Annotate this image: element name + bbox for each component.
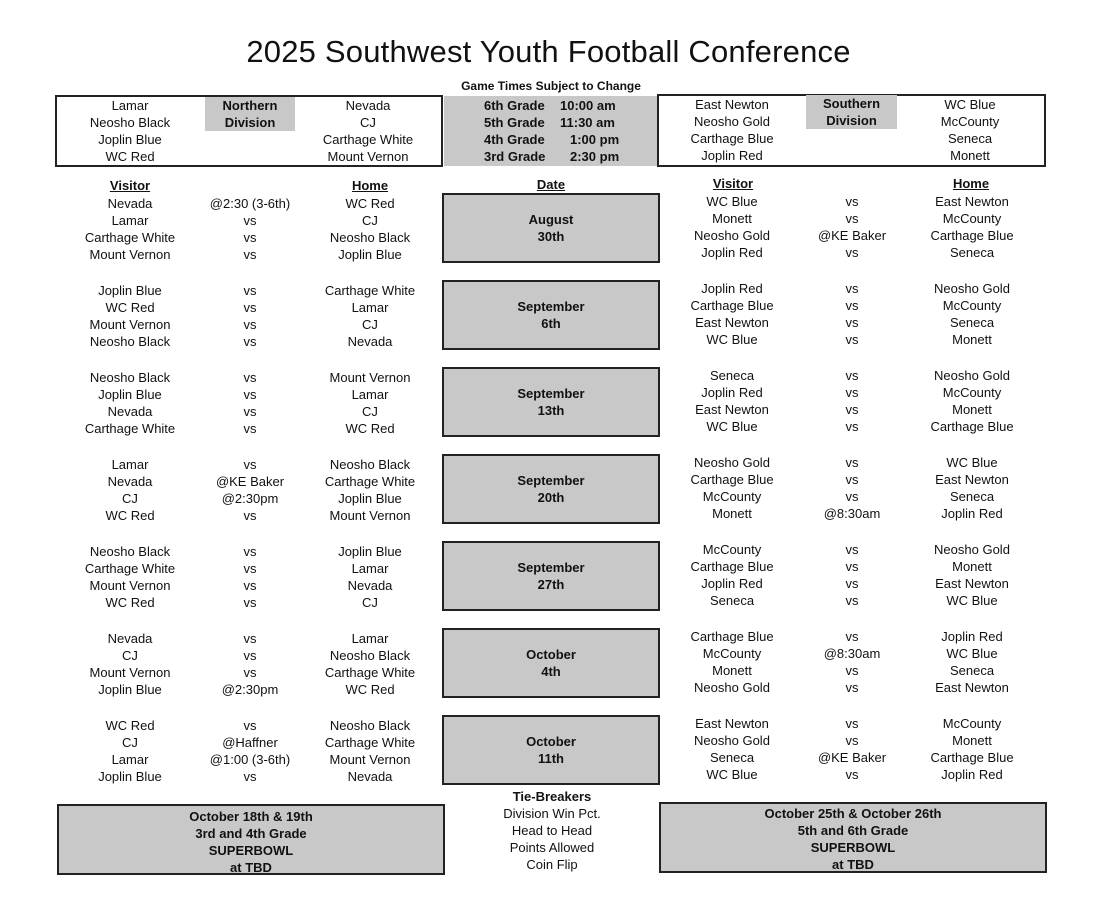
team-name: Neosho Gold xyxy=(934,542,1010,557)
match-venue: @8:30am xyxy=(823,506,881,521)
south-mid-col xyxy=(792,715,912,783)
team-name: Carthage Blue xyxy=(690,131,774,146)
team-name: WC Red xyxy=(105,595,155,610)
team-name: Neosho Black xyxy=(89,544,171,559)
team-name: East Newton xyxy=(935,576,1009,591)
team-name: WC Blue xyxy=(706,419,758,434)
team-name: Mount Vernon xyxy=(329,752,411,767)
match-venue: vs xyxy=(845,593,859,608)
match-venue: vs xyxy=(243,247,257,262)
match-venue: vs xyxy=(845,245,859,260)
team-name: Lamar xyxy=(111,752,149,767)
match-venue: vs xyxy=(243,370,257,385)
match-venue: vs xyxy=(243,631,257,646)
match-venue: vs xyxy=(243,387,257,402)
game-times-note: Game Times Subject to Change xyxy=(461,79,641,93)
team-name: Joplin Blue xyxy=(98,682,162,697)
south-home-col xyxy=(902,280,1042,348)
team-name: Lamar xyxy=(111,98,149,113)
match-venue: vs xyxy=(845,472,859,487)
north-home-col xyxy=(300,456,440,524)
north-visitor-col xyxy=(62,717,198,785)
northern-right-teams xyxy=(300,97,436,165)
tie-breaker-item: Head to Head xyxy=(511,823,593,838)
team-name: WC Blue xyxy=(706,194,758,209)
week-date-box xyxy=(442,280,660,350)
match-venue: vs xyxy=(243,718,257,733)
team-name: WC Blue xyxy=(946,455,998,470)
tie-breaker-item: Division Win Pct. xyxy=(503,806,601,821)
team-name: Seneca xyxy=(949,489,995,504)
team-name: Carthage White xyxy=(324,735,416,750)
team-name: Seneca xyxy=(949,245,995,260)
south-visitor-col xyxy=(664,628,800,696)
match-venue: vs xyxy=(243,595,257,610)
team-name: Joplin Blue xyxy=(98,387,162,402)
southern-division-label: Southern Division xyxy=(806,95,897,129)
team-name: Seneca xyxy=(709,593,755,608)
match-venue: vs xyxy=(845,368,859,383)
team-name: Carthage White xyxy=(324,283,416,298)
south-mid-col xyxy=(792,280,912,348)
north-visitor-col xyxy=(62,195,198,263)
match-venue: vs xyxy=(845,559,859,574)
match-venue: @1:00 (3-6th) xyxy=(209,752,291,767)
team-name: Neosho Black xyxy=(89,334,171,349)
south-home-col xyxy=(902,541,1042,609)
team-name: Carthage White xyxy=(84,230,176,245)
north-mid-col xyxy=(190,456,310,524)
south-mid-col xyxy=(792,541,912,609)
team-name: Lamar xyxy=(351,300,389,315)
date-month: September xyxy=(517,299,585,314)
date-month: September xyxy=(517,473,585,488)
north-mid-col xyxy=(190,282,310,350)
team-name: CJ xyxy=(362,595,378,610)
south-home-col xyxy=(902,715,1042,783)
team-name: McCounty xyxy=(702,542,762,557)
team-name: WC Blue xyxy=(946,646,998,661)
match-venue: @2:30 (3-6th) xyxy=(209,196,291,211)
match-venue: vs xyxy=(243,213,257,228)
match-venue: vs xyxy=(243,648,257,663)
south-mid-col xyxy=(792,454,912,522)
team-name: Neosho Gold xyxy=(934,281,1010,296)
left-home-header: Home xyxy=(351,178,389,193)
north-home-col xyxy=(300,543,440,611)
date-month: September xyxy=(517,560,585,575)
match-venue: vs xyxy=(243,578,257,593)
team-name: WC Red xyxy=(345,196,395,211)
match-venue: vs xyxy=(845,542,859,557)
team-name: Neosho Gold xyxy=(694,733,770,748)
north-home-col xyxy=(300,717,440,785)
team-name: CJ xyxy=(362,213,378,228)
match-venue: vs xyxy=(243,421,257,436)
tie-breakers xyxy=(460,788,644,873)
tie-breaker-item: Coin Flip xyxy=(526,857,578,872)
team-name: CJ xyxy=(362,404,378,419)
match-venue: vs xyxy=(845,489,859,504)
match-venue: vs xyxy=(845,419,859,434)
team-name: Seneca xyxy=(709,368,755,383)
team-name: Mount Vernon xyxy=(329,508,411,523)
match-venue: vs xyxy=(845,281,859,296)
team-name: East Newton xyxy=(935,194,1009,209)
team-name: Seneca xyxy=(949,663,995,678)
game-time-row: 3rd Grade 2:30 pm xyxy=(484,149,620,164)
north-visitor-col xyxy=(62,282,198,350)
team-name: Carthage White xyxy=(84,561,176,576)
team-name: Joplin Red xyxy=(701,576,763,591)
match-venue: vs xyxy=(243,561,257,576)
team-name: Neosho Gold xyxy=(694,680,770,695)
match-venue: vs xyxy=(243,230,257,245)
team-name: Monett xyxy=(712,663,752,678)
team-name: Carthage White xyxy=(322,132,414,147)
team-name: Joplin Red xyxy=(701,148,763,163)
north-visitor-col xyxy=(62,369,198,437)
team-name: Lamar xyxy=(111,457,149,472)
date-month: September xyxy=(517,386,585,401)
team-name: Nevada xyxy=(107,631,153,646)
team-name: CJ xyxy=(122,648,138,663)
south-visitor-col xyxy=(664,715,800,783)
southern-left-teams xyxy=(664,96,800,164)
date-month: August xyxy=(528,212,574,227)
team-name: Carthage White xyxy=(324,665,416,680)
match-venue: vs xyxy=(243,404,257,419)
team-name: Mount Vernon xyxy=(89,578,171,593)
week-date-box xyxy=(442,628,660,698)
north-mid-col xyxy=(190,717,310,785)
date-day: 11th xyxy=(537,751,564,766)
team-name: McCounty xyxy=(702,489,762,504)
date-day: 13th xyxy=(537,403,565,418)
team-name: Nevada xyxy=(345,98,391,113)
team-name: WC Red xyxy=(345,421,395,436)
tie-breaker-item: Points Allowed xyxy=(509,840,595,855)
match-venue: vs xyxy=(243,544,257,559)
tie-breakers-title: Tie-Breakers xyxy=(512,789,592,804)
team-name: Joplin Blue xyxy=(338,491,402,506)
date-month: October xyxy=(526,734,576,749)
team-name: CJ xyxy=(122,491,138,506)
team-name: Lamar xyxy=(351,631,389,646)
north-home-col xyxy=(300,195,440,263)
date-month: October xyxy=(526,647,576,662)
team-name: Joplin Blue xyxy=(338,544,402,559)
team-name: Seneca xyxy=(709,750,755,765)
game-times-panel xyxy=(444,96,657,166)
team-name: Neosho Gold xyxy=(934,368,1010,383)
team-name: CJ xyxy=(122,735,138,750)
team-name: Neosho Gold xyxy=(694,455,770,470)
team-name: East Newton xyxy=(695,97,769,112)
team-name: Carthage White xyxy=(84,421,176,436)
week-date-box xyxy=(442,193,660,263)
south-home-col xyxy=(902,193,1042,261)
team-name: McCounty xyxy=(942,385,1002,400)
team-name: East Newton xyxy=(695,402,769,417)
team-name: Nevada xyxy=(107,196,153,211)
game-time-row: 5th Grade 11:30 am xyxy=(484,115,615,130)
team-name: Carthage Blue xyxy=(930,419,1014,434)
match-venue: vs xyxy=(243,317,257,332)
team-name: Nevada xyxy=(347,578,393,593)
south-visitor-col xyxy=(664,541,800,609)
team-name: Mount Vernon xyxy=(89,317,171,332)
team-name: Joplin Red xyxy=(701,281,763,296)
team-name: Mount Vernon xyxy=(89,247,171,262)
north-mid-col xyxy=(190,195,310,263)
week-date-box xyxy=(442,367,660,437)
south-visitor-col xyxy=(664,454,800,522)
match-venue: @KE Baker xyxy=(817,750,887,765)
match-venue: vs xyxy=(243,457,257,472)
team-name: WC Red xyxy=(105,508,155,523)
team-name: Lamar xyxy=(111,213,149,228)
team-name: Carthage Blue xyxy=(930,750,1014,765)
team-name: McCounty xyxy=(942,716,1002,731)
match-venue: vs xyxy=(845,298,859,313)
team-name: Nevada xyxy=(347,769,393,784)
match-venue: vs xyxy=(845,733,859,748)
team-name: Neosho Gold xyxy=(694,114,770,129)
south-visitor-col xyxy=(664,367,800,435)
team-name: Monett xyxy=(952,332,992,347)
team-name: WC Blue xyxy=(944,97,996,112)
team-name: Monett xyxy=(952,559,992,574)
northern-division-label: Northern Division xyxy=(205,97,295,131)
team-name: East Newton xyxy=(695,716,769,731)
south-mid-col xyxy=(792,193,912,261)
game-time-row: 6th Grade 10:00 am xyxy=(484,98,616,113)
team-name: Joplin Blue xyxy=(98,769,162,784)
match-venue: vs xyxy=(243,283,257,298)
match-venue: vs xyxy=(845,455,859,470)
south-mid-col xyxy=(792,628,912,696)
match-venue: vs xyxy=(845,629,859,644)
team-name: Seneca xyxy=(949,315,995,330)
team-name: Joplin Blue xyxy=(98,283,162,298)
right-visitor-header: Visitor xyxy=(712,176,754,191)
page-title: 2025 Southwest Youth Football Conference xyxy=(246,34,851,69)
team-name: Neosho Black xyxy=(329,230,411,245)
team-name: Mount Vernon xyxy=(327,149,409,164)
team-name: Joplin Blue xyxy=(338,247,402,262)
team-name: Monett xyxy=(712,506,752,521)
team-name: Carthage Blue xyxy=(930,228,1014,243)
match-venue: vs xyxy=(845,767,859,782)
superbowl-3rd-4th-box: October 18th & 19th 3rd and 4th Grade SUPERBOWL at TBD xyxy=(57,804,445,875)
match-venue: @8:30am xyxy=(823,646,881,661)
team-name: East Newton xyxy=(935,472,1009,487)
team-name: Joplin Red xyxy=(941,629,1003,644)
match-venue: vs xyxy=(845,576,859,591)
south-visitor-col xyxy=(664,193,800,261)
week-date-box xyxy=(442,454,660,524)
team-name: CJ xyxy=(362,317,378,332)
south-home-col xyxy=(902,367,1042,435)
match-venue: @2:30pm xyxy=(221,682,279,697)
south-home-col xyxy=(902,628,1042,696)
north-mid-col xyxy=(190,543,310,611)
team-name: Carthage Blue xyxy=(690,298,774,313)
match-venue: @KE Baker xyxy=(817,228,887,243)
match-venue: vs xyxy=(243,300,257,315)
north-mid-col xyxy=(190,369,310,437)
team-name: McCounty xyxy=(702,646,762,661)
match-venue: vs xyxy=(845,402,859,417)
date-day: 20th xyxy=(537,490,565,505)
team-name: Monett xyxy=(952,402,992,417)
right-home-header: Home xyxy=(952,176,990,191)
south-visitor-col xyxy=(664,280,800,348)
south-mid-col xyxy=(792,367,912,435)
team-name: Seneca xyxy=(947,131,993,146)
team-name: Carthage Blue xyxy=(690,629,774,644)
north-visitor-col xyxy=(62,543,198,611)
southern-right-teams xyxy=(902,96,1038,164)
north-home-col xyxy=(300,369,440,437)
match-venue: @2:30pm xyxy=(221,491,279,506)
team-name: Carthage White xyxy=(324,474,416,489)
team-name: Joplin Red xyxy=(701,385,763,400)
match-venue: vs xyxy=(845,716,859,731)
team-name: WC Blue xyxy=(946,593,998,608)
north-visitor-col xyxy=(62,630,198,698)
team-name: East Newton xyxy=(695,315,769,330)
north-mid-col xyxy=(190,630,310,698)
team-name: Joplin Red xyxy=(941,767,1003,782)
team-name: McCounty xyxy=(942,211,1002,226)
team-name: Nevada xyxy=(107,474,153,489)
team-name: Joplin Red xyxy=(701,245,763,260)
team-name: Carthage Blue xyxy=(690,559,774,574)
match-venue: vs xyxy=(243,665,257,680)
team-name: WC Red xyxy=(105,300,155,315)
date-day: 30th xyxy=(537,229,565,244)
team-name: WC Blue xyxy=(706,332,758,347)
game-time-row: 4th Grade 1:00 pm xyxy=(484,132,620,147)
team-name: Neosho Black xyxy=(329,648,411,663)
team-name: Lamar xyxy=(351,387,389,402)
south-home-col xyxy=(902,454,1042,522)
team-name: Monett xyxy=(952,733,992,748)
team-name: Neosho Black xyxy=(89,370,171,385)
match-venue: vs xyxy=(845,194,859,209)
team-name: WC Red xyxy=(105,149,155,164)
team-name: Joplin Blue xyxy=(98,132,162,147)
team-name: Neosho Black xyxy=(89,115,171,130)
match-venue: @KE Baker xyxy=(215,474,285,489)
date-day: 6th xyxy=(541,316,561,331)
match-venue: vs xyxy=(845,680,859,695)
team-name: McCounty xyxy=(940,114,1000,129)
week-date-box xyxy=(442,715,660,785)
team-name: Mount Vernon xyxy=(89,665,171,680)
match-venue: vs xyxy=(243,334,257,349)
date-day: 4th xyxy=(541,664,561,679)
team-name: East Newton xyxy=(935,680,1009,695)
match-venue: vs xyxy=(845,663,859,678)
north-home-col xyxy=(300,282,440,350)
team-name: Carthage Blue xyxy=(690,472,774,487)
northern-left-teams xyxy=(62,97,198,165)
match-venue: vs xyxy=(243,769,257,784)
left-visitor-header: Visitor xyxy=(109,178,151,193)
team-name: Neosho Black xyxy=(329,457,411,472)
team-name: Joplin Red xyxy=(941,506,1003,521)
team-name: Lamar xyxy=(351,561,389,576)
team-name: Monett xyxy=(950,148,990,163)
match-venue: vs xyxy=(845,332,859,347)
team-name: Monett xyxy=(712,211,752,226)
date-day: 27th xyxy=(537,577,565,592)
match-venue: vs xyxy=(845,211,859,226)
team-name: McCounty xyxy=(942,298,1002,313)
team-name: WC Blue xyxy=(706,767,758,782)
match-venue: vs xyxy=(845,315,859,330)
week-date-box xyxy=(442,541,660,611)
match-venue: @Haffner xyxy=(222,735,278,750)
team-name: Mount Vernon xyxy=(329,370,411,385)
north-visitor-col xyxy=(62,456,198,524)
north-home-col xyxy=(300,630,440,698)
team-name: Neosho Black xyxy=(329,718,411,733)
team-name: Nevada xyxy=(107,404,153,419)
match-venue: vs xyxy=(243,508,257,523)
team-name: Neosho Gold xyxy=(694,228,770,243)
team-name: CJ xyxy=(360,115,376,130)
team-name: Nevada xyxy=(347,334,393,349)
superbowl-5th-6th-box: October 25th & October 26th 5th and 6th Grade SUPERBOWL at TBD xyxy=(659,802,1047,873)
team-name: WC Red xyxy=(345,682,395,697)
date-header: Date xyxy=(536,177,566,192)
team-name: WC Red xyxy=(105,718,155,733)
match-venue: vs xyxy=(845,385,859,400)
